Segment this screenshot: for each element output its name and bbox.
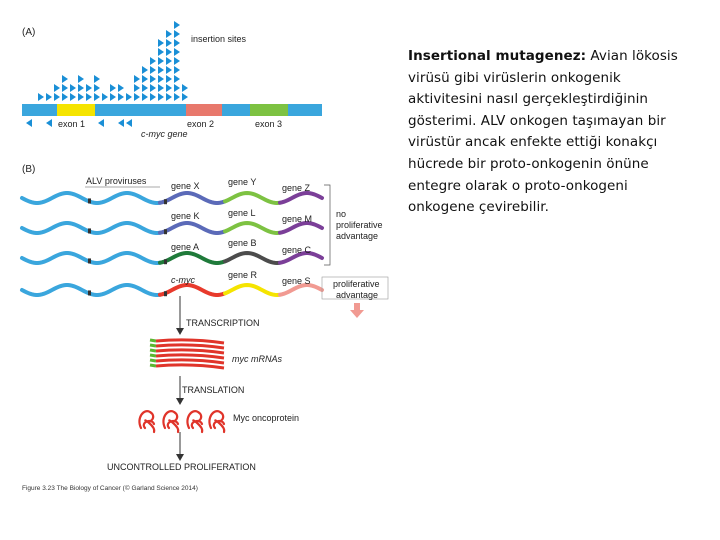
provirus-marker <box>164 229 167 234</box>
insertion-arrow-icon <box>158 84 164 92</box>
insertion-arrow-icon <box>174 30 180 38</box>
insertion-arrow-icon <box>110 84 116 92</box>
exon-1-label: exon 1 <box>58 119 86 129</box>
mrna-cap <box>150 350 156 351</box>
insertion-arrow-icon <box>166 75 172 83</box>
myc-oncoprotein-label: Myc oncoprotein <box>233 413 300 423</box>
insertion-arrow-icon <box>142 75 148 83</box>
transcription-label: TRANSCRIPTION <box>186 318 260 328</box>
myc-oncoprotein-icon <box>163 411 178 432</box>
insertion-arrow-icon <box>134 75 140 83</box>
chromosome-segment <box>160 253 224 263</box>
gene-label-r4-2: gene R <box>228 270 258 280</box>
insertion-arrow-icon <box>150 66 156 74</box>
exon-3-block <box>250 104 288 116</box>
gene-label-r3-3: gene C <box>282 245 312 255</box>
no-advantage-line-2: proliferative <box>336 220 383 230</box>
insertion-arrow-icon <box>158 93 164 101</box>
no-advantage-line-1: no <box>336 209 347 219</box>
insertion-arrow-icon <box>142 66 148 74</box>
insertion-arrow-icon <box>150 57 156 65</box>
insertion-arrow-icon <box>174 21 180 29</box>
insertion-arrow-icon <box>158 48 164 56</box>
insertion-arrow-icon <box>94 75 100 83</box>
exon-2-block <box>186 104 222 116</box>
provirus-marker <box>88 198 91 203</box>
mrna-cap <box>150 345 156 346</box>
insertion-arrow-icon <box>62 75 68 83</box>
insertion-arrow-icon <box>70 84 76 92</box>
insertion-arrow-icon <box>86 84 92 92</box>
insertion-arrow-icon <box>94 84 100 92</box>
insertion-arrow-icon <box>158 57 164 65</box>
panel-a-label: (A) <box>22 27 36 38</box>
gene-label-r1-1: gene X <box>171 181 200 191</box>
chromosome-segment <box>280 223 322 233</box>
antisense-arrow-icon <box>118 119 124 127</box>
insertion-arrow-icon <box>174 93 180 101</box>
insertion-arrow-icon <box>94 93 100 101</box>
insertion-arrow-icon <box>158 66 164 74</box>
insertion-arrow-icon <box>126 93 132 101</box>
caption-title: Insertional mutagenez: <box>408 48 587 64</box>
insertion-arrow-icon <box>78 84 84 92</box>
mrna-strand <box>156 365 224 368</box>
chromosome-segment <box>160 285 224 295</box>
insertion-arrow-icon <box>150 93 156 101</box>
mrna-cap <box>150 365 156 366</box>
insertion-arrow-icon <box>70 93 76 101</box>
transcription-arrowhead <box>176 328 184 335</box>
insertion-arrow-icon <box>166 84 172 92</box>
no-advantage-line-3: advantage <box>336 231 379 241</box>
insertion-arrow-icon <box>54 84 60 92</box>
myc-oncoprotein-icon <box>139 411 154 432</box>
insertion-arrow-icon <box>182 84 188 92</box>
provirus-marker <box>164 291 167 296</box>
gene-label-r2-3: gene M <box>282 214 313 224</box>
translation-arrowhead <box>176 398 184 405</box>
chromosome-segment <box>280 193 322 203</box>
insertion-arrow-icon <box>110 93 116 101</box>
chromosome-segment <box>225 223 279 233</box>
insertion-arrow-icon <box>134 93 140 101</box>
insertion-arrow-icon <box>142 84 148 92</box>
caption-body: Avian lökosis virüsü gibi virüslerin onkogenik aktivitesini nasıl gerçekleştirdiğinin gösterimi. ALV onkogen taşımayan bir virüstür ancak enfekte ettiği konakçı hücrede bir proto-onkogenin önüne entegre olarak o proto-onkogeni onkogene çevirebilir. <box>408 48 678 216</box>
insertion-arrow-icon <box>118 84 124 92</box>
mrna-strand <box>156 355 224 358</box>
exon-2-label: exon 2 <box>187 119 215 129</box>
advantage-line-2: advantage <box>336 290 379 300</box>
exon-1-block <box>57 104 95 116</box>
insertion-arrow-icon <box>78 93 84 101</box>
gene-label-r4-1: c-myc <box>171 275 195 285</box>
caption-paragraph <box>408 46 693 219</box>
insertion-arrow-icon <box>166 93 172 101</box>
antisense-arrow-icon <box>98 119 104 127</box>
insertion-arrow-icon <box>174 75 180 83</box>
insertion-arrow-icon <box>54 93 60 101</box>
chromosome-segment <box>160 193 224 203</box>
myc-mrna-strands <box>150 340 224 368</box>
chromosome-segment <box>225 285 279 295</box>
antisense-arrow-icon <box>26 119 32 127</box>
antisense-arrow-icon <box>126 119 132 127</box>
insertion-arrow-icon <box>150 75 156 83</box>
myc-oncoprotein-icon <box>209 411 224 432</box>
insertion-arrow-icon <box>134 84 140 92</box>
provirus-marker <box>88 290 91 295</box>
insertion-sites-label: insertion sites <box>191 34 247 44</box>
advantage-down-arrow <box>350 303 364 318</box>
myc-oncoprotein-icon <box>187 411 202 432</box>
provirus-marker <box>164 199 167 204</box>
gene-label-r1-2: gene Y <box>228 177 257 187</box>
insertion-arrow-icon <box>102 93 108 101</box>
insertion-arrow-icon <box>174 66 180 74</box>
insertion-arrow-icon <box>78 75 84 83</box>
translation-label: TRANSLATION <box>182 385 245 395</box>
mrna-cap <box>150 355 156 356</box>
gene-label-r2-2: gene L <box>228 208 256 218</box>
myc-mrnas-label: myc mRNAs <box>232 354 282 364</box>
mrna-strand <box>156 350 224 353</box>
insertion-arrow-icon <box>166 30 172 38</box>
myc-oncoprotein-glyphs <box>139 411 224 432</box>
insertion-arrow-icon <box>158 39 164 47</box>
figure-credit: Figure 3.23 The Biology of Cancer (© Garland Science 2014) <box>22 485 198 492</box>
antisense-arrow-icon <box>46 119 52 127</box>
insertion-arrow-icon <box>158 75 164 83</box>
mrna-strand <box>156 345 224 348</box>
insertion-arrow-icon <box>62 84 68 92</box>
insertion-arrow-icon <box>174 57 180 65</box>
insertion-arrow-icon <box>46 93 52 101</box>
insertion-arrow-icon <box>166 66 172 74</box>
insertion-arrow-icon <box>86 93 92 101</box>
insertion-arrow-icon <box>62 93 68 101</box>
insertion-arrow-icon <box>174 39 180 47</box>
chromosome-segment <box>160 223 224 233</box>
uncontrolled-proliferation-label: UNCONTROLLED PROLIFERATION <box>107 462 256 472</box>
mrna-strand <box>156 360 224 363</box>
no-advantage-bracket <box>324 185 330 265</box>
insertion-arrow-icon <box>174 48 180 56</box>
gene-label-r4-3: gene S <box>282 276 311 286</box>
chromosome-segment <box>225 253 279 263</box>
chromosome-segment <box>280 285 322 295</box>
gene-label-r1-3: gene Z <box>282 183 311 193</box>
alv-proviruses-label: ALV proviruses <box>86 176 147 186</box>
insertion-arrow-icon <box>182 93 188 101</box>
insertion-arrow-icon <box>166 48 172 56</box>
provirus-marker <box>164 259 167 264</box>
mrna-cap <box>150 340 156 341</box>
insertion-arrow-icon <box>142 93 148 101</box>
insertion-arrow-icon <box>166 57 172 65</box>
gene-label-r2-1: gene K <box>171 211 200 221</box>
advantage-line-1: proliferative <box>333 279 380 289</box>
insertion-arrow-icon <box>118 93 124 101</box>
c-myc-gene-label: c-myc gene <box>141 129 188 139</box>
exon-3-label: exon 3 <box>255 119 283 129</box>
provirus-marker <box>88 228 91 233</box>
panel-b-label: (B) <box>22 164 36 175</box>
insertion-arrow-icon <box>150 84 156 92</box>
mrna-cap <box>150 360 156 361</box>
mrna-strand <box>156 340 224 343</box>
insertion-arrow-icon <box>174 84 180 92</box>
insertion-site-arrows <box>38 21 188 101</box>
chromosome-segment <box>225 193 279 203</box>
gene-label-r3-1: gene A <box>171 242 200 252</box>
insertion-arrow-icon <box>38 93 44 101</box>
gene-label-r3-2: gene B <box>228 238 257 248</box>
insertion-arrow-icon <box>166 39 172 47</box>
proliferation-arrowhead <box>176 454 184 461</box>
provirus-marker <box>88 258 91 263</box>
